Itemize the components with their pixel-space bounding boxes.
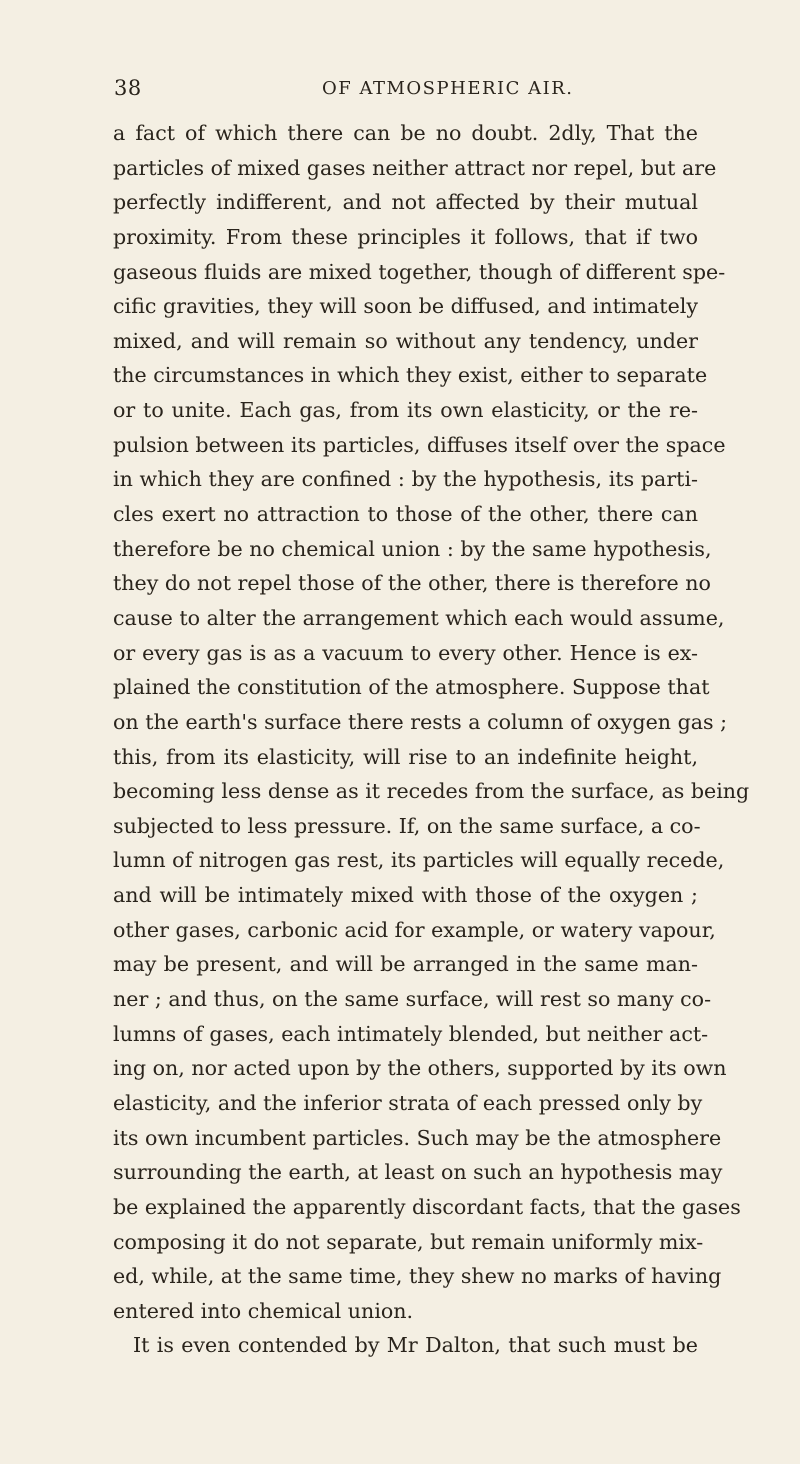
text-line: or every gas is as a vacuum to every other. Hence is ex-	[113, 640, 698, 665]
text-line: ner ; and thus, on the same surface, will rest so many co-	[113, 987, 712, 1012]
text-line: plained the constitution of the atmosphere. Suppose that	[113, 675, 710, 700]
text-line: therefore be no chemical union : by the same hypothesis,	[113, 536, 712, 561]
text-line: composing it do not separate, but remain uniformly mix-	[113, 1229, 704, 1254]
text-line: other gases, carbonic acid for example, or watery vapour,	[113, 917, 716, 942]
text-line: surrounding the earth, at least on such an hypothesis may	[113, 1160, 723, 1185]
text-line: perfectly indifferent, and not affected by their mutual	[113, 190, 698, 215]
page-number: 38	[114, 76, 142, 100]
text-line: subjected to less pressure. If, on the same surface, a co-	[113, 813, 701, 838]
running-head: OF ATMOSPHERIC AIR.	[322, 78, 574, 99]
text-line: cific gravities, they will soon be diffused, and intimately	[113, 294, 698, 319]
text-line: or to unite. Each gas, from its own elasticity, or the re-	[113, 398, 698, 423]
text-line: gaseous fluids are mixed together, though of different spe-	[113, 259, 726, 284]
text-line: pulsion between its particles, diffuses itself over the space	[113, 432, 726, 457]
body-text	[113, 116, 750, 1363]
text-line: cles exert no attraction to those of the other, there can	[113, 502, 698, 527]
text-line: a fact of which there can be no doubt. 2dly, That the	[113, 121, 698, 145]
text-line: particles of mixed gases neither attract nor repel, but are	[113, 155, 717, 180]
text-line: be explained the apparently discordant facts, that the gases	[113, 1194, 741, 1219]
text-line: becoming less dense as it recedes from the surface, as being	[113, 779, 750, 804]
text-line: this, from its elasticity, will rise to an indefinite height,	[113, 744, 698, 769]
text-line: may be present, and will be arranged in the same man-	[113, 952, 698, 977]
text-line: ing on, nor acted upon by the others, supported by its own	[113, 1056, 727, 1081]
text-line: mixed, and will remain so without any tendency, under	[113, 328, 698, 353]
text-line: cause to alter the arrangement which each would assume,	[113, 605, 725, 630]
page-header	[114, 76, 674, 108]
text-line: on the earth's surface there rests a column of oxygen gas ;	[113, 709, 728, 734]
text-line: the circumstances in which they exist, either to separate	[113, 363, 708, 388]
text-line: ed, while, at the same time, they shew no marks of having	[113, 1264, 722, 1289]
text-line: they do not repel those of the other, there is therefore no	[113, 571, 711, 596]
text-line: elasticity, and the inferior strata of each pressed only by	[113, 1090, 703, 1115]
text-line: in which they are confined : by the hypothesis, its parti-	[113, 467, 698, 492]
text-line: and will be intimately mixed with those of the oxygen ;	[113, 883, 698, 908]
text-line: proximity. From these principles it follows, that if two	[113, 224, 698, 249]
paragraph-start-line: It is even contended by Mr Dalton, that such must be	[133, 1333, 698, 1358]
text-line: lumn of nitrogen gas rest, its particles will equally recede,	[113, 848, 725, 873]
text-line: lumns of gases, each intimately blended, but neither act-	[113, 1021, 709, 1046]
paragraph-end-line: entered into chemical union.	[113, 1298, 414, 1323]
text-line: its own incumbent particles. Such may be the atmosphere	[113, 1125, 722, 1150]
